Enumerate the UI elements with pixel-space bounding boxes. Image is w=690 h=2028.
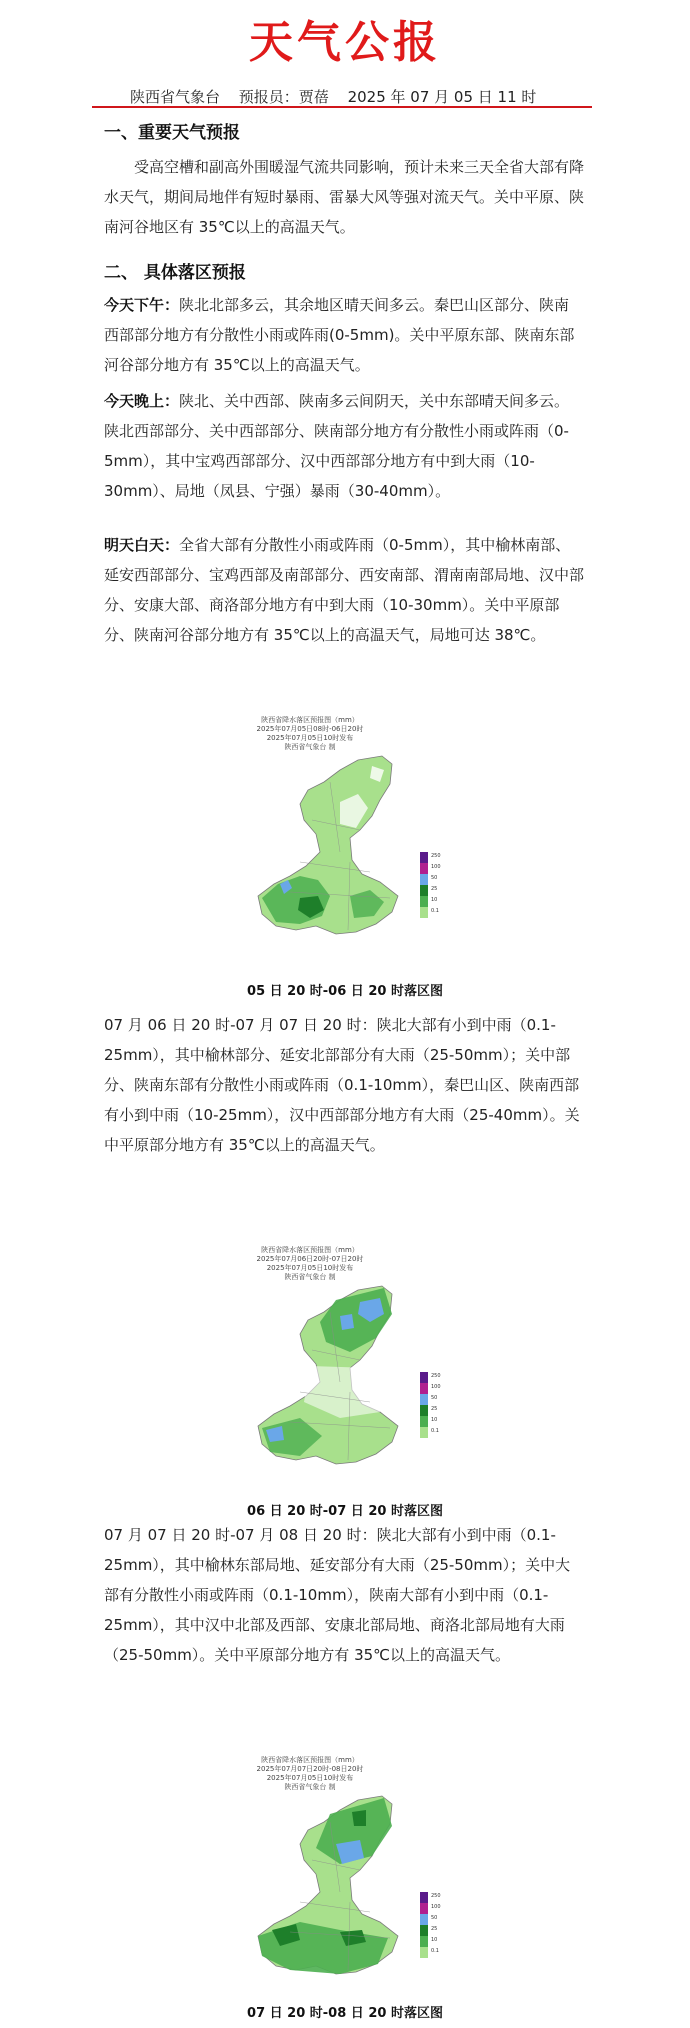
legend-swatch xyxy=(420,1372,428,1383)
legend-swatch xyxy=(420,1947,428,1958)
legend-label: 10 xyxy=(431,897,438,903)
header-divider xyxy=(92,106,592,108)
legend-swatch xyxy=(420,1427,428,1438)
forecast-afternoon xyxy=(104,290,584,380)
section1-text: 受高空槽和副高外围暖湿气流共同影响，预计未来三天全省大部有降水天气，期间局地伴有短时暴雨、雷暴大风等强对流天气。关中平原、陕南河谷地区有 35℃以上的高温天气。 xyxy=(104,158,585,236)
legend-label: 0.1 xyxy=(431,1948,439,1954)
legend-label: 10 xyxy=(431,1417,438,1423)
legend-swatch xyxy=(420,1925,428,1936)
map-legend xyxy=(420,852,441,918)
heavy-rain-area xyxy=(352,1810,366,1826)
map3-caption: 07 日 20 时-08 日 20 时落区图 xyxy=(247,2006,443,2021)
legend-swatch xyxy=(420,907,428,918)
heavy-rain-area xyxy=(340,1314,354,1330)
rain-map-3 xyxy=(0,1752,690,1992)
forecast-afternoon-label: 今天下午： xyxy=(104,296,180,314)
map2-caption: 06 日 20 时-07 日 20 时落区图 xyxy=(247,1504,443,1519)
issuer-name: 陕西省气象台 xyxy=(130,88,221,106)
forecast-tonight xyxy=(104,386,584,506)
forecaster-name: 预报员：贾蓓 xyxy=(238,88,329,106)
forecast-tomorrow-label: 明天白天： xyxy=(104,536,180,554)
forecast-tomorrow-text: 全省大部有分散性小雨或阵雨（0-5mm），其中榆林南部、延安西部部分、宝鸡西部及南部部分、西安南部、渭南南部局地、汉中部分、安康大部、商洛部分地方有中到大雨（10-30mm）。关中平原部分、陕南河谷部分地方有 35℃以上的高温天气，局地可达 38℃。 xyxy=(104,536,585,644)
map1-header-line: 陕西省降水落区预报图（mm） xyxy=(261,716,359,724)
map3-header-line: 陕西省降水落区预报图（mm） xyxy=(261,1756,359,1764)
legend-swatch xyxy=(420,1394,428,1405)
legend-swatch xyxy=(420,1405,428,1416)
legend-label: 0.1 xyxy=(431,1428,439,1434)
forecast-tonight-text: 陕北、关中西部、陕南多云间阴天，关中东部晴天间多云。陕北西部部分、关中西部部分、陕南部分地方有分散性小雨或阵雨（0-5mm），其中宝鸡西部部分、汉中西部部分地方有中到大雨（10-30mm）、局地（凤县、宁强）暴雨（30-40mm）。 xyxy=(104,392,570,500)
legend-swatch xyxy=(420,1892,428,1903)
map-legend xyxy=(420,1892,441,1958)
legend-swatch xyxy=(420,1936,428,1947)
moderate-rain-area xyxy=(320,1288,392,1352)
issuer-line xyxy=(130,86,550,107)
legend-label: 10 xyxy=(431,1937,438,1943)
legend-label: 0.1 xyxy=(431,908,439,914)
forecast-tomorrow xyxy=(104,530,584,650)
legend-label: 50 xyxy=(431,1395,438,1401)
legend-swatch xyxy=(420,874,428,885)
legend-swatch xyxy=(420,1903,428,1914)
legend-label: 250 xyxy=(431,853,441,859)
legend-swatch xyxy=(420,1383,428,1394)
legend-label: 50 xyxy=(431,1915,438,1921)
map2-header-line: 陕西省降水落区预报图（mm） xyxy=(261,1246,359,1254)
legend-label: 250 xyxy=(431,1373,441,1379)
map2-header-line: 2025年07月05日10时发布 xyxy=(266,1264,354,1272)
issue-time: 2025 年 07 月 05 日 11 时 xyxy=(347,88,537,106)
legend-swatch xyxy=(420,1416,428,1427)
legend-label: 50 xyxy=(431,875,438,881)
map1-header-line: 2025年07月05日10时发布 xyxy=(266,734,354,742)
map1-caption: 05 日 20 时-06 日 20 时落区图 xyxy=(247,984,443,999)
legend-label: 100 xyxy=(431,1384,441,1390)
forecast-period-3: 07 月 07 日 20 时-07 月 08 日 20 时：陕北大部有小到中雨（0.1-25mm），其中榆林东部局地、延安部分有大雨（25-50mm）；关中大部有分散性小雨或阵雨（0.1-10mm），陕南大部有小到中雨（0.1-25mm），其中汉中北部及西部、安康北部局地、商洛北部局地有大雨（25-50mm）。关中平原部分地方有 35℃以上的高温天气。 xyxy=(104,1526,571,1664)
legend-swatch xyxy=(420,896,428,907)
rain-map-1 xyxy=(0,712,690,942)
map1-header-line: 2025年07月05日08时-06日20时 xyxy=(256,725,364,733)
map2-header-line: 陕西省气象台 制 xyxy=(284,1273,336,1281)
legend-swatch xyxy=(420,1914,428,1925)
legend-label: 250 xyxy=(431,1893,441,1899)
map2-header-line: 2025年07月06日20时-07日20时 xyxy=(256,1255,364,1263)
forecast-afternoon-text: 陕北北部多云，其余地区晴天间多云。秦巴山区部分、陕南西部部分地方有分散性小雨或阵雨(0-5mm)。关中平原东部、陕南东部河谷部分地方有 35℃以上的高温天气。 xyxy=(104,296,575,374)
section1-heading: 一、重要天气预报 xyxy=(104,123,240,143)
rain-map-2 xyxy=(0,1242,690,1472)
legend-swatch xyxy=(420,885,428,896)
map3-header-line: 2025年07月07日20时-08日20时 xyxy=(256,1765,364,1773)
legend-label: 100 xyxy=(431,1904,441,1910)
legend-swatch xyxy=(420,863,428,874)
legend-label: 25 xyxy=(431,886,438,892)
bulletin-title: 天气公报 xyxy=(249,17,441,68)
map3-header-line: 陕西省气象台 制 xyxy=(284,1783,336,1791)
legend-label: 25 xyxy=(431,1406,438,1412)
legend-label: 25 xyxy=(431,1926,438,1932)
legend-swatch xyxy=(420,852,428,863)
map1-header-line: 陕西省气象台 制 xyxy=(284,743,336,751)
forecast-period-2: 07 月 06 日 20 时-07 月 07 日 20 时：陕北大部有小到中雨（0.1-25mm），其中榆林部分、延安北部部分有大雨（25-50mm）；关中部分、陕南东部有分散性小雨或阵雨（0.1-10mm），秦巴山区、陕南西部有小到中雨（10-25mm），汉中西部部分地方有大雨（25-40mm）。关中平原部分地方有 35℃以上的高温天气。 xyxy=(104,1016,580,1154)
legend-label: 100 xyxy=(431,864,441,870)
section2-heading: 二、 具体落区预报 xyxy=(104,263,246,283)
map3-header-line: 2025年07月05日10时发布 xyxy=(266,1774,354,1782)
map-legend xyxy=(420,1372,441,1438)
forecast-tonight-label: 今天晚上： xyxy=(104,392,180,410)
